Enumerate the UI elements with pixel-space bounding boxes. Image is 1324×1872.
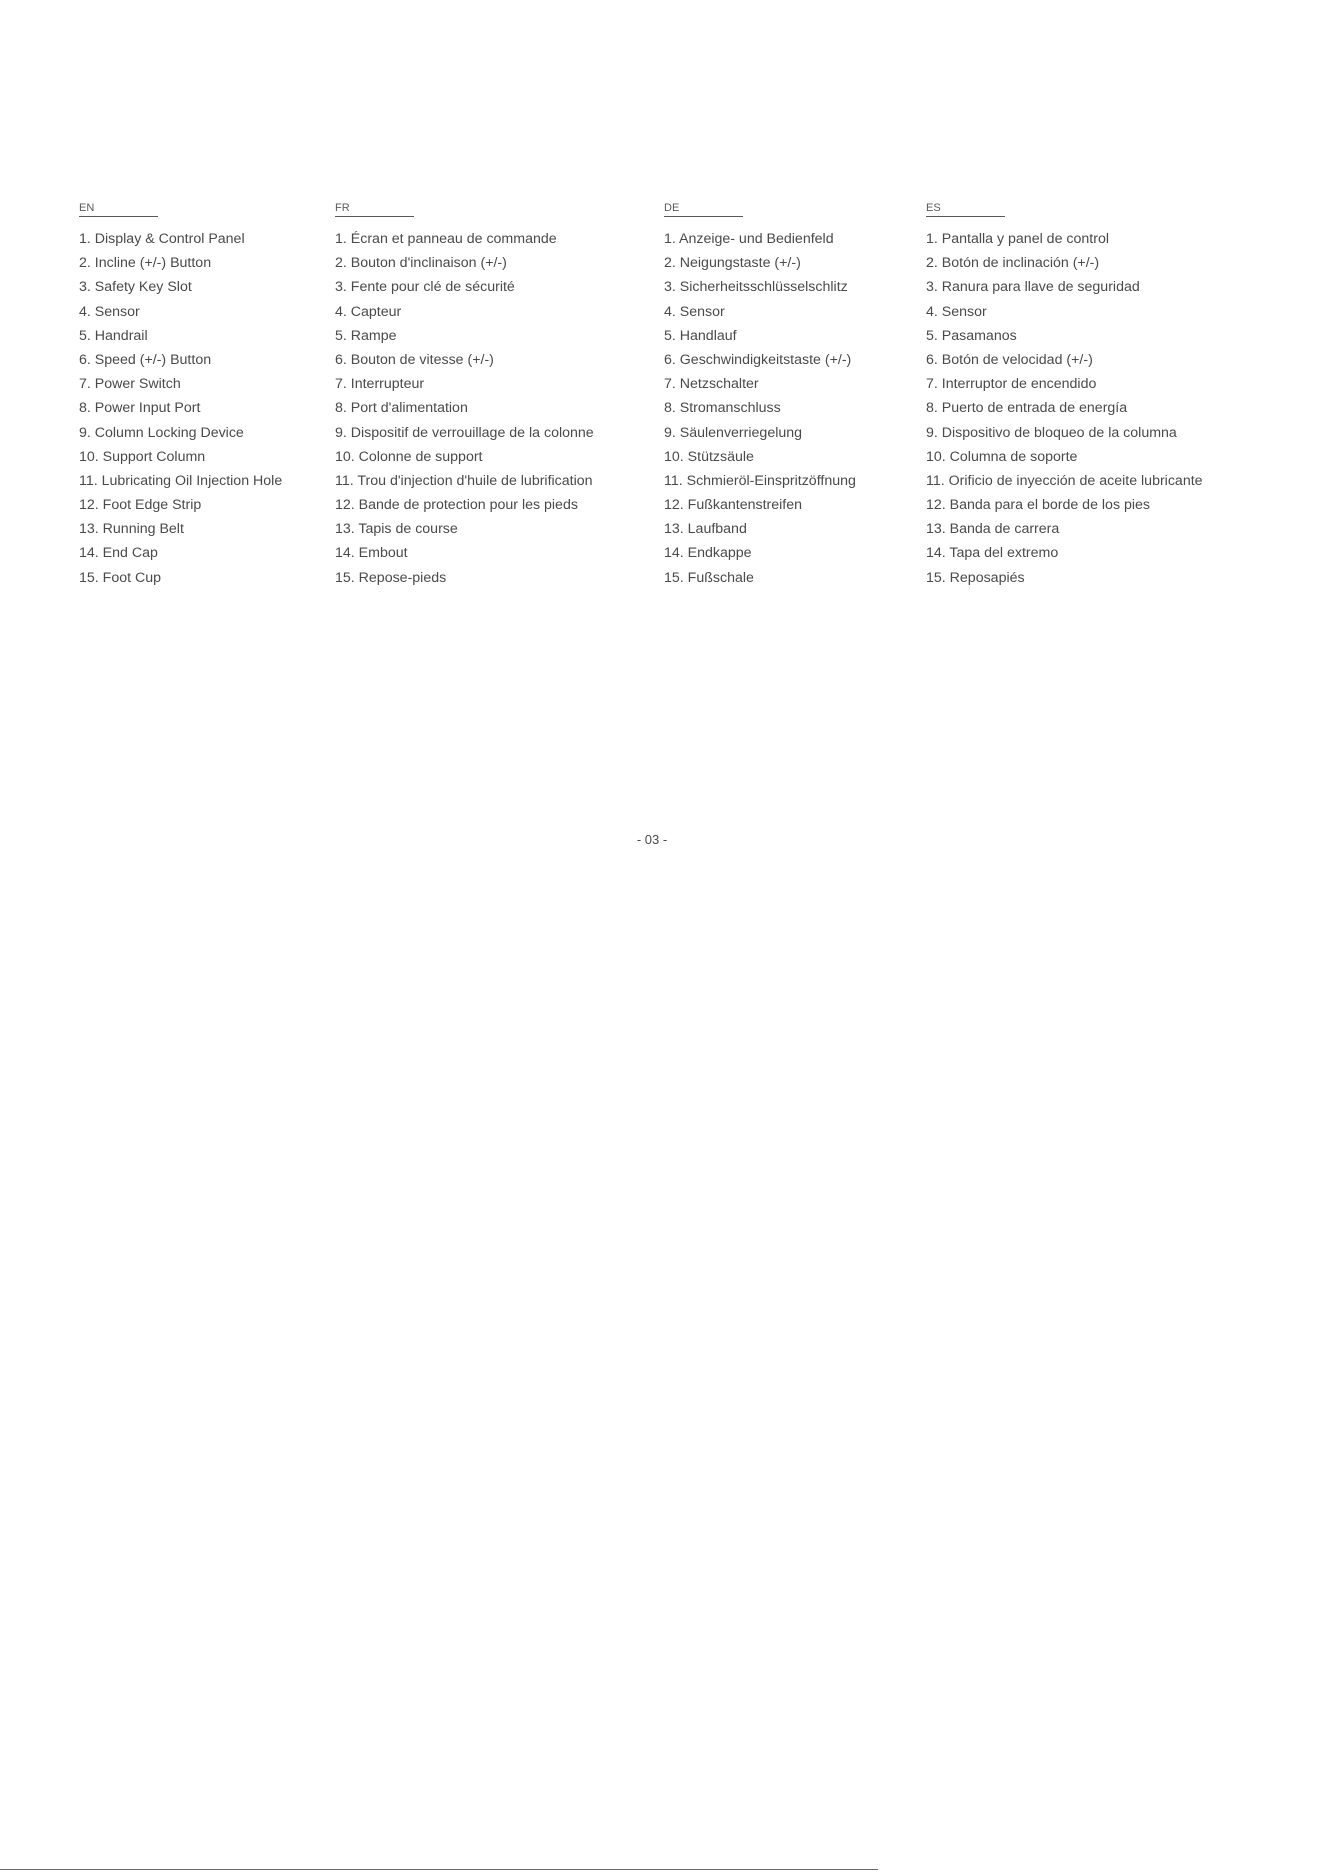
part-item: 4. Capteur <box>335 303 402 320</box>
part-item: 15. Repose-pieds <box>335 569 447 586</box>
part-item: 10. Columna de soporte <box>926 448 1078 465</box>
part-item: 7. Power Switch <box>79 376 181 393</box>
column-es <box>926 198 1203 590</box>
part-item: 11. Orificio de inyección de aceite lubricante <box>926 472 1203 489</box>
page-number: - 03 - <box>636 832 668 847</box>
part-item: 10. Colonne de support <box>335 448 483 465</box>
part-item: 12. Fußkantenstreifen <box>664 497 803 514</box>
parts-list-de <box>664 227 856 590</box>
part-item: 7. Interrupteur <box>335 376 425 393</box>
part-item: 11. Trou d'injection d'huile de lubrification <box>335 472 593 489</box>
part-item: 6. Speed (+/-) Button <box>79 351 212 368</box>
part-item: 15. Foot Cup <box>79 569 162 586</box>
part-item: 14. Endkappe <box>664 545 752 562</box>
part-item: 3. Safety Key Slot <box>79 279 192 296</box>
part-item: 3. Sicherheitsschlüsselschlitz <box>664 279 848 296</box>
bottom-divider <box>0 1869 878 1870</box>
part-item: 11. Schmieröl-Einspritzöffnung <box>664 472 856 489</box>
part-item: 12. Bande de protection pour les pieds <box>335 497 578 514</box>
part-item: 2. Neigungstaste (+/-) <box>664 255 801 272</box>
part-item: 1. Display & Control Panel <box>79 231 245 247</box>
part-item: 4. Sensor <box>664 303 725 320</box>
part-item: 13. Tapis de course <box>335 521 458 538</box>
part-item: 8. Port d'alimentation <box>335 400 468 417</box>
part-item: 14. Tapa del extremo <box>926 545 1059 562</box>
language-header-fr: FR <box>335 201 414 217</box>
part-item: 9. Dispositif de verrouillage de la colonne <box>335 424 594 441</box>
language-header-en: EN <box>79 201 158 217</box>
part-item: 9. Column Locking Device <box>79 424 244 441</box>
part-item: 11. Lubricating Oil Injection Hole <box>79 472 283 489</box>
part-item: 2. Botón de inclinación (+/-) <box>926 255 1100 272</box>
part-item: 5. Rampe <box>335 327 397 344</box>
part-item: 4. Sensor <box>926 303 987 320</box>
column-fr <box>335 198 594 590</box>
part-item: 9. Säulenverriegelung <box>664 424 803 441</box>
part-item: 10. Stützsäule <box>664 448 754 465</box>
parts-list-en <box>79 227 282 590</box>
part-item: 12. Banda para el borde de los pies <box>926 497 1151 514</box>
part-item: 3. Fente pour clé de sécurité <box>335 279 515 296</box>
part-item: 15. Reposapiés <box>926 569 1025 586</box>
part-item: 6. Bouton de vitesse (+/-) <box>335 351 494 368</box>
part-item: 4. Sensor <box>79 303 140 320</box>
part-item: 13. Running Belt <box>79 521 184 538</box>
part-item: 5. Pasamanos <box>926 327 1017 344</box>
part-item: 8. Stromanschluss <box>664 400 781 417</box>
language-header-es: ES <box>926 201 1005 217</box>
part-item: 6. Botón de velocidad (+/-) <box>926 351 1093 368</box>
part-item: 1. Anzeige- und Bedienfeld <box>664 231 834 247</box>
column-de <box>664 198 856 590</box>
part-item: 14. End Cap <box>79 545 158 562</box>
part-item: 13. Laufband <box>664 521 747 538</box>
part-item: 1. Écran et panneau de commande <box>335 231 557 247</box>
part-item: 7. Netzschalter <box>664 376 759 393</box>
part-item: 14. Embout <box>335 545 408 562</box>
part-item: 5. Handrail <box>79 327 148 344</box>
part-item: 5. Handlauf <box>664 327 737 344</box>
column-en <box>79 198 282 590</box>
parts-list-es <box>926 227 1203 590</box>
part-item: 15. Fußschale <box>664 569 754 586</box>
part-item: 3. Ranura para llave de seguridad <box>926 279 1140 296</box>
part-item: 2. Incline (+/-) Button <box>79 255 212 272</box>
part-item: 9. Dispositivo de bloqueo de la columna <box>926 424 1177 441</box>
part-item: 13. Banda de carrera <box>926 521 1060 538</box>
part-item: 2. Bouton d'inclinaison (+/-) <box>335 255 507 272</box>
part-item: 8. Puerto de entrada de energía <box>926 400 1128 417</box>
parts-list-fr <box>335 227 594 590</box>
language-header-de: DE <box>664 201 743 217</box>
part-item: 1. Pantalla y panel de control <box>926 231 1109 247</box>
part-item: 8. Power Input Port <box>79 400 201 417</box>
part-item: 10. Support Column <box>79 448 206 465</box>
part-item: 6. Geschwindigkeitstaste (+/-) <box>664 351 852 368</box>
part-item: 7. Interruptor de encendido <box>926 376 1097 393</box>
part-item: 12. Foot Edge Strip <box>79 497 202 514</box>
